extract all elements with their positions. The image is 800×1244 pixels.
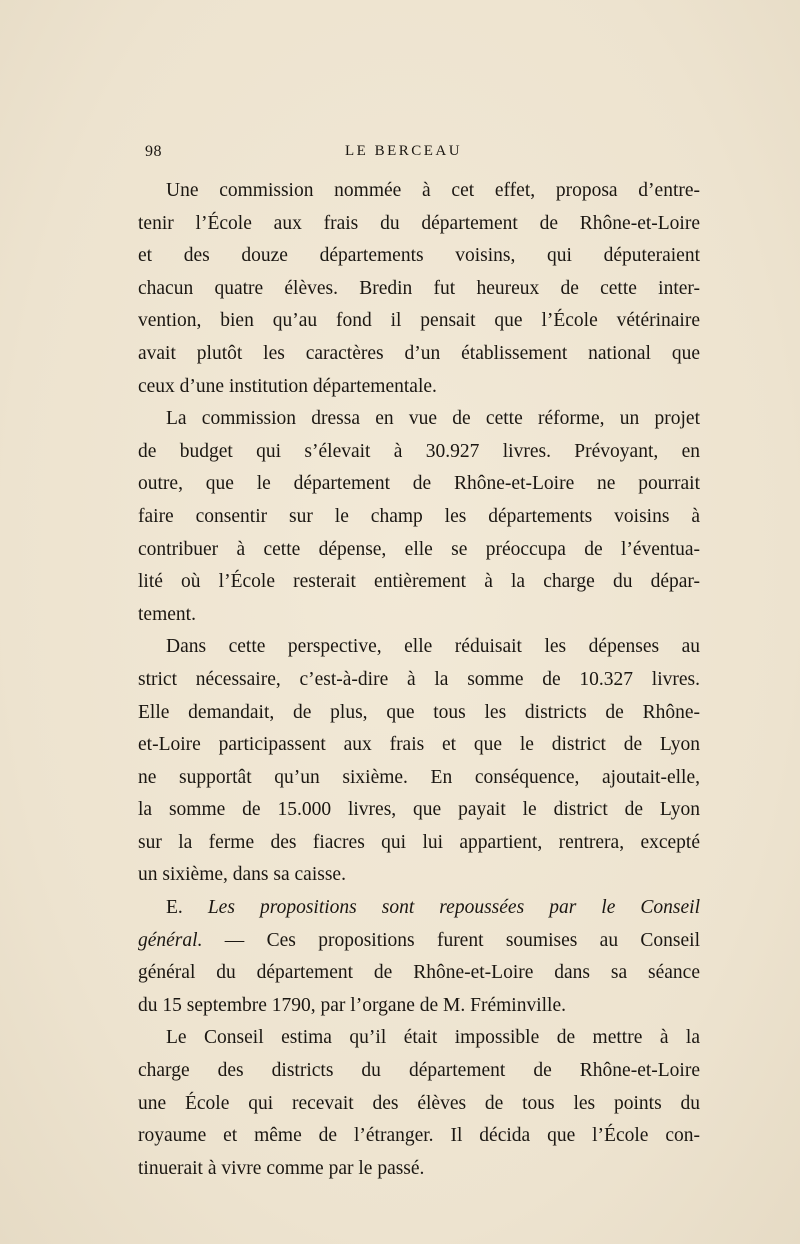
text-line: la somme de 15.000 livres, que payait le district de Lyon — [138, 799, 700, 821]
text-line: strict nécessaire, c’est-à-dire à la somme de 10.327 livres. — [138, 668, 700, 690]
text-line: contribuer à cette dépense, elle se préoccupa de l’éventua- — [138, 538, 700, 560]
text-line: faire consentir sur le champ les départements voisins à — [138, 505, 700, 527]
text-line: lité où l’École resterait entièrement à la charge du dépar- — [138, 571, 700, 593]
text-line: La commission dressa en vue de cette réforme, un projet — [166, 408, 700, 430]
section-text: — Ces propositions furent soumises au Conseil — [202, 929, 700, 951]
text-line: sur la ferme des fiacres qui lui appartient, rentrera, excepté — [138, 831, 700, 853]
text-line: ne supportât qu’un sixième. En conséquence, ajoutait-elle, — [138, 766, 700, 788]
section-title: Les propositions sont repoussées par le Conseil — [207, 897, 700, 919]
text-line: Elle demandait, de plus, que tous les districts de Rhône- — [138, 701, 700, 723]
section-label: E. — [166, 897, 208, 919]
section-heading-line-2 — [138, 925, 700, 958]
text-line: un sixième, dans sa caisse. — [138, 864, 346, 886]
text-line: royaume et même de l’étranger. Il décida que l’École con- — [138, 1125, 700, 1147]
text-line: Dans cette perspective, elle réduisait les dépenses au — [166, 636, 700, 658]
text-line: chacun quatre élèves. Bredin fut heureux de cette inter- — [138, 277, 700, 299]
text-line: outre, que le département de Rhône-et-Loire ne pourrait — [138, 473, 700, 495]
text-line: de budget qui s’élevait à 30.927 livres. Prévoyant, en — [138, 440, 700, 462]
running-title: LE BERCEAU — [345, 143, 463, 159]
section-heading-line — [138, 892, 700, 925]
text-line: tement. — [138, 603, 196, 625]
page-header — [145, 143, 700, 167]
text-line: Le Conseil estima qu’il était impossible de mettre à la — [166, 1027, 700, 1049]
text-line: charge des districts du département de Rhône-et-Loire — [138, 1060, 700, 1082]
text-line: et-Loire participassent aux frais et que le district de Lyon — [138, 734, 700, 756]
text-line: Une commission nommée à cet effet, proposa d’entre- — [166, 180, 700, 201]
text-line: ceux d’une institution départementale. — [138, 375, 437, 397]
text-line: une École qui recevait des élèves de tous les points du — [138, 1092, 700, 1114]
page-body-text — [138, 175, 700, 1185]
text-line: et des douze départements voisins, qui députeraient — [138, 245, 700, 267]
section-title-end: général. — [138, 929, 203, 951]
text-line: vention, bien qu’au fond il pensait que l’École vétérinaire — [138, 310, 700, 332]
page-number: 98 — [145, 143, 162, 160]
text-line: tinuerait à vivre comme par le passé. — [138, 1157, 425, 1179]
text-line: avait plutôt les caractères d’un établissement national que — [138, 342, 700, 364]
text-line: général du département de Rhône-et-Loire dans sa séance — [138, 962, 700, 984]
text-line: tenir l’École aux frais du département de Rhône-et-Loire — [138, 212, 700, 234]
text-line: du 15 septembre 1790, par l’organe de M. Fréminville. — [138, 994, 567, 1016]
